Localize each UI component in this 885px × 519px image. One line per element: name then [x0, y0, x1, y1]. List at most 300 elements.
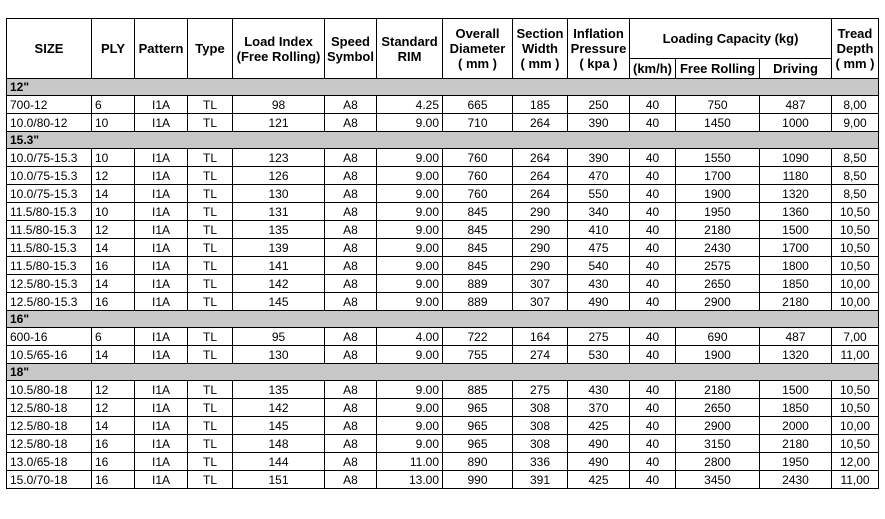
cell-lc-free-rolling: 1900 — [676, 346, 760, 364]
cell-section-width: 391 — [513, 471, 568, 489]
cell-inflation-pressure: 490 — [568, 293, 630, 311]
cell-speed-symbol: A8 — [325, 328, 377, 346]
cell-size: 12.5/80-15.3 — [7, 293, 92, 311]
header-lc-speed: (km/h) — [630, 59, 676, 79]
table-row — [7, 257, 879, 275]
cell-overall-diameter: 760 — [443, 149, 513, 167]
cell-lc-driving: 487 — [760, 328, 832, 346]
cell-tread-depth: 10,50 — [832, 435, 879, 453]
cell-lc-free-rolling: 2180 — [676, 221, 760, 239]
header-loading-capacity: Loading Capacity (kg) — [630, 19, 832, 59]
cell-inflation-pressure: 410 — [568, 221, 630, 239]
cell-lc-driving: 1090 — [760, 149, 832, 167]
cell-lc-speed: 40 — [630, 239, 676, 257]
section-label: 16" — [7, 311, 879, 328]
cell-size: 10.0/75-15.3 — [7, 167, 92, 185]
cell-type: TL — [188, 435, 233, 453]
header-section-width-unit: ( mm ) — [520, 56, 560, 71]
cell-lc-free-rolling: 690 — [676, 328, 760, 346]
cell-tread-depth: 10,50 — [832, 381, 879, 399]
header-overall-diameter — [443, 19, 513, 79]
header-tread-depth-line1: Tread — [837, 26, 873, 41]
cell-speed-symbol: A8 — [325, 435, 377, 453]
cell-tread-depth: 10,50 — [832, 257, 879, 275]
table-row — [7, 399, 879, 417]
cell-speed-symbol: A8 — [325, 149, 377, 167]
cell-size: 10.0/75-15.3 — [7, 185, 92, 203]
table-row — [7, 149, 879, 167]
header-load-index — [233, 19, 325, 79]
cell-lc-driving: 1950 — [760, 453, 832, 471]
cell-overall-diameter: 760 — [443, 167, 513, 185]
table-row — [7, 275, 879, 293]
cell-type: TL — [188, 257, 233, 275]
cell-ply: 6 — [92, 328, 135, 346]
cell-lc-speed: 40 — [630, 149, 676, 167]
cell-speed-symbol: A8 — [325, 96, 377, 114]
cell-ply: 14 — [92, 239, 135, 257]
cell-load-index: 144 — [233, 453, 325, 471]
header-load-index-line2: (Free Rolling) — [236, 48, 321, 64]
cell-tread-depth: 10,50 — [832, 239, 879, 257]
cell-speed-symbol: A8 — [325, 221, 377, 239]
cell-load-index: 145 — [233, 417, 325, 435]
cell-ply: 14 — [92, 185, 135, 203]
header-lc-driving: Driving — [760, 59, 832, 79]
cell-load-index: 130 — [233, 185, 325, 203]
cell-pattern: I1A — [135, 346, 188, 364]
table-row — [7, 185, 879, 203]
cell-lc-driving: 1850 — [760, 399, 832, 417]
cell-inflation-pressure: 540 — [568, 257, 630, 275]
cell-lc-driving: 1320 — [760, 185, 832, 203]
cell-section-width: 290 — [513, 239, 568, 257]
cell-type: TL — [188, 453, 233, 471]
header-overall-diameter-unit: ( mm ) — [458, 56, 497, 71]
cell-lc-free-rolling: 1950 — [676, 203, 760, 221]
header-standard-rim-line2: RIM — [397, 48, 422, 64]
header-tread-depth — [832, 19, 879, 79]
cell-ply: 10 — [92, 149, 135, 167]
cell-load-index: 151 — [233, 471, 325, 489]
cell-type: TL — [188, 167, 233, 185]
cell-section-width: 308 — [513, 435, 568, 453]
cell-lc-speed: 40 — [630, 328, 676, 346]
header-overall-diameter-line1: Overall — [455, 26, 500, 41]
cell-speed-symbol: A8 — [325, 381, 377, 399]
cell-overall-diameter: 965 — [443, 417, 513, 435]
header-tread-depth-unit: ( mm ) — [835, 56, 875, 71]
cell-size: 600-16 — [7, 328, 92, 346]
table-row — [7, 328, 879, 346]
cell-lc-driving: 1360 — [760, 203, 832, 221]
cell-tread-depth: 8,50 — [832, 149, 879, 167]
cell-standard-rim: 4.00 — [377, 328, 443, 346]
cell-section-width: 185 — [513, 96, 568, 114]
cell-pattern: I1A — [135, 453, 188, 471]
cell-tread-depth: 10,00 — [832, 417, 879, 435]
cell-inflation-pressure: 475 — [568, 239, 630, 257]
table-row — [7, 453, 879, 471]
header-pattern: Pattern — [135, 19, 188, 79]
cell-size: 10.5/65-16 — [7, 346, 92, 364]
cell-ply: 12 — [92, 399, 135, 417]
cell-inflation-pressure: 250 — [568, 96, 630, 114]
cell-ply: 14 — [92, 275, 135, 293]
cell-speed-symbol: A8 — [325, 167, 377, 185]
table-row — [7, 114, 879, 132]
cell-pattern: I1A — [135, 96, 188, 114]
cell-lc-free-rolling: 1700 — [676, 167, 760, 185]
cell-lc-driving: 1500 — [760, 381, 832, 399]
cell-lc-free-rolling: 2180 — [676, 381, 760, 399]
cell-lc-speed: 40 — [630, 96, 676, 114]
header-lc-free-rolling: Free Rolling — [676, 59, 760, 79]
cell-pattern: I1A — [135, 328, 188, 346]
header-inflation-pressure-line1: Inflation — [573, 26, 624, 41]
table-row — [7, 293, 879, 311]
cell-inflation-pressure: 530 — [568, 346, 630, 364]
cell-type: TL — [188, 293, 233, 311]
cell-standard-rim: 9.00 — [377, 435, 443, 453]
table-row — [7, 381, 879, 399]
cell-type: TL — [188, 328, 233, 346]
cell-tread-depth: 10,00 — [832, 275, 879, 293]
cell-ply: 14 — [92, 417, 135, 435]
section-header-row — [7, 132, 879, 149]
cell-size: 11.5/80-15.3 — [7, 203, 92, 221]
cell-section-width: 274 — [513, 346, 568, 364]
cell-lc-free-rolling: 3450 — [676, 471, 760, 489]
cell-standard-rim: 9.00 — [377, 167, 443, 185]
cell-size: 10.0/75-15.3 — [7, 149, 92, 167]
cell-pattern: I1A — [135, 381, 188, 399]
cell-standard-rim: 9.00 — [377, 185, 443, 203]
cell-lc-speed: 40 — [630, 185, 676, 203]
cell-tread-depth: 10,50 — [832, 399, 879, 417]
cell-lc-speed: 40 — [630, 435, 676, 453]
tire-spec-table — [6, 18, 879, 489]
cell-tread-depth: 10,50 — [832, 221, 879, 239]
cell-standard-rim: 9.00 — [377, 239, 443, 257]
header-overall-diameter-line2: Diameter — [449, 41, 506, 56]
table-row — [7, 435, 879, 453]
cell-inflation-pressure: 340 — [568, 203, 630, 221]
cell-section-width: 290 — [513, 257, 568, 275]
cell-tread-depth: 8,50 — [832, 167, 879, 185]
cell-ply: 16 — [92, 453, 135, 471]
cell-lc-speed: 40 — [630, 221, 676, 239]
table-row — [7, 96, 879, 114]
cell-speed-symbol: A8 — [325, 471, 377, 489]
cell-pattern: I1A — [135, 471, 188, 489]
cell-overall-diameter: 965 — [443, 435, 513, 453]
header-section-width-line2: Width — [522, 41, 558, 56]
cell-lc-driving: 1800 — [760, 257, 832, 275]
cell-load-index: 126 — [233, 167, 325, 185]
cell-lc-free-rolling: 1550 — [676, 149, 760, 167]
cell-overall-diameter: 890 — [443, 453, 513, 471]
cell-tread-depth: 10,50 — [832, 203, 879, 221]
cell-type: TL — [188, 149, 233, 167]
cell-load-index: 145 — [233, 293, 325, 311]
cell-pattern: I1A — [135, 239, 188, 257]
cell-standard-rim: 4.25 — [377, 96, 443, 114]
cell-load-index: 131 — [233, 203, 325, 221]
cell-section-width: 264 — [513, 149, 568, 167]
cell-size: 11.5/80-15.3 — [7, 239, 92, 257]
cell-standard-rim: 9.00 — [377, 346, 443, 364]
cell-lc-speed: 40 — [630, 275, 676, 293]
cell-lc-driving: 1180 — [760, 167, 832, 185]
cell-size: 13.0/65-18 — [7, 453, 92, 471]
table-row — [7, 203, 879, 221]
cell-lc-driving: 2180 — [760, 293, 832, 311]
cell-size: 12.5/80-18 — [7, 399, 92, 417]
header-inflation-pressure — [568, 19, 630, 79]
cell-inflation-pressure: 370 — [568, 399, 630, 417]
cell-section-width: 264 — [513, 167, 568, 185]
cell-standard-rim: 9.00 — [377, 221, 443, 239]
cell-speed-symbol: A8 — [325, 453, 377, 471]
header-type: Type — [188, 19, 233, 79]
table-row — [7, 221, 879, 239]
cell-size: 12.5/80-18 — [7, 435, 92, 453]
header-section-width-line1: Section — [516, 26, 564, 41]
cell-size: 11.5/80-15.3 — [7, 257, 92, 275]
cell-tread-depth: 11,00 — [832, 346, 879, 364]
cell-section-width: 264 — [513, 185, 568, 203]
cell-standard-rim: 13.00 — [377, 471, 443, 489]
cell-tread-depth: 8,50 — [832, 185, 879, 203]
cell-type: TL — [188, 185, 233, 203]
section-label: 18" — [7, 364, 879, 381]
cell-inflation-pressure: 390 — [568, 114, 630, 132]
cell-speed-symbol: A8 — [325, 239, 377, 257]
cell-tread-depth: 10,00 — [832, 293, 879, 311]
cell-type: TL — [188, 221, 233, 239]
cell-size: 10.5/80-18 — [7, 381, 92, 399]
cell-lc-speed: 40 — [630, 381, 676, 399]
cell-standard-rim: 11.00 — [377, 453, 443, 471]
cell-type: TL — [188, 114, 233, 132]
cell-section-width: 290 — [513, 221, 568, 239]
table-body — [7, 79, 879, 489]
cell-pattern: I1A — [135, 293, 188, 311]
cell-lc-free-rolling: 2900 — [676, 417, 760, 435]
cell-load-index: 148 — [233, 435, 325, 453]
cell-pattern: I1A — [135, 221, 188, 239]
cell-type: TL — [188, 346, 233, 364]
cell-ply: 12 — [92, 381, 135, 399]
cell-size: 11.5/80-15.3 — [7, 221, 92, 239]
cell-ply: 14 — [92, 346, 135, 364]
cell-section-width: 164 — [513, 328, 568, 346]
cell-lc-free-rolling: 2650 — [676, 275, 760, 293]
cell-pattern: I1A — [135, 435, 188, 453]
cell-type: TL — [188, 203, 233, 221]
cell-type: TL — [188, 417, 233, 435]
cell-pattern: I1A — [135, 114, 188, 132]
cell-section-width: 307 — [513, 275, 568, 293]
section-label: 15.3" — [7, 132, 879, 149]
cell-inflation-pressure: 470 — [568, 167, 630, 185]
cell-overall-diameter: 965 — [443, 399, 513, 417]
cell-pattern: I1A — [135, 399, 188, 417]
table-row — [7, 471, 879, 489]
cell-load-index: 95 — [233, 328, 325, 346]
cell-load-index: 98 — [233, 96, 325, 114]
cell-inflation-pressure: 490 — [568, 435, 630, 453]
cell-section-width: 307 — [513, 293, 568, 311]
cell-overall-diameter: 845 — [443, 239, 513, 257]
cell-speed-symbol: A8 — [325, 417, 377, 435]
cell-overall-diameter: 710 — [443, 114, 513, 132]
cell-pattern: I1A — [135, 257, 188, 275]
cell-pattern: I1A — [135, 149, 188, 167]
cell-standard-rim: 9.00 — [377, 293, 443, 311]
cell-lc-speed: 40 — [630, 346, 676, 364]
header-tread-depth-line2: Depth — [836, 41, 874, 56]
cell-section-width: 290 — [513, 203, 568, 221]
cell-inflation-pressure: 490 — [568, 453, 630, 471]
cell-lc-speed: 40 — [630, 417, 676, 435]
cell-inflation-pressure: 275 — [568, 328, 630, 346]
cell-standard-rim: 9.00 — [377, 149, 443, 167]
cell-speed-symbol: A8 — [325, 185, 377, 203]
header-standard-rim — [377, 19, 443, 79]
cell-inflation-pressure: 430 — [568, 275, 630, 293]
cell-lc-free-rolling: 2650 — [676, 399, 760, 417]
cell-lc-free-rolling: 750 — [676, 96, 760, 114]
cell-lc-driving: 2180 — [760, 435, 832, 453]
table-row — [7, 167, 879, 185]
cell-section-width: 264 — [513, 114, 568, 132]
cell-lc-speed: 40 — [630, 453, 676, 471]
cell-type: TL — [188, 239, 233, 257]
table-row — [7, 417, 879, 435]
cell-speed-symbol: A8 — [325, 203, 377, 221]
cell-type: TL — [188, 381, 233, 399]
cell-standard-rim: 9.00 — [377, 203, 443, 221]
cell-standard-rim: 9.00 — [377, 399, 443, 417]
cell-speed-symbol: A8 — [325, 257, 377, 275]
cell-overall-diameter: 889 — [443, 293, 513, 311]
cell-lc-driving: 1320 — [760, 346, 832, 364]
table-header — [7, 19, 879, 79]
cell-section-width: 308 — [513, 399, 568, 417]
header-inflation-pressure-unit: ( kpa ) — [579, 56, 618, 71]
cell-size: 10.0/80-12 — [7, 114, 92, 132]
cell-pattern: I1A — [135, 203, 188, 221]
section-header-row — [7, 364, 879, 381]
header-load-index-line1: Load Index — [244, 33, 313, 49]
cell-lc-driving: 1850 — [760, 275, 832, 293]
cell-lc-free-rolling: 2430 — [676, 239, 760, 257]
cell-overall-diameter: 722 — [443, 328, 513, 346]
cell-tread-depth: 11,00 — [832, 471, 879, 489]
cell-tread-depth: 9,00 — [832, 114, 879, 132]
cell-overall-diameter: 845 — [443, 221, 513, 239]
header-ply: PLY — [92, 19, 135, 79]
header-size: SIZE — [7, 19, 92, 79]
cell-load-index: 135 — [233, 381, 325, 399]
cell-overall-diameter: 889 — [443, 275, 513, 293]
cell-load-index: 139 — [233, 239, 325, 257]
cell-pattern: I1A — [135, 275, 188, 293]
cell-inflation-pressure: 425 — [568, 471, 630, 489]
section-header-row — [7, 79, 879, 96]
cell-lc-speed: 40 — [630, 293, 676, 311]
cell-speed-symbol: A8 — [325, 399, 377, 417]
cell-ply: 16 — [92, 471, 135, 489]
cell-load-index: 123 — [233, 149, 325, 167]
cell-section-width: 275 — [513, 381, 568, 399]
cell-standard-rim: 9.00 — [377, 275, 443, 293]
cell-speed-symbol: A8 — [325, 346, 377, 364]
cell-lc-speed: 40 — [630, 399, 676, 417]
section-label: 12" — [7, 79, 879, 96]
cell-section-width: 308 — [513, 417, 568, 435]
cell-overall-diameter: 665 — [443, 96, 513, 114]
cell-ply: 16 — [92, 257, 135, 275]
cell-lc-driving: 2000 — [760, 417, 832, 435]
cell-size: 12.5/80-18 — [7, 417, 92, 435]
cell-lc-free-rolling: 2900 — [676, 293, 760, 311]
cell-pattern: I1A — [135, 185, 188, 203]
header-speed-symbol-line1: Speed — [330, 33, 370, 49]
cell-pattern: I1A — [135, 417, 188, 435]
cell-lc-free-rolling: 1450 — [676, 114, 760, 132]
cell-overall-diameter: 990 — [443, 471, 513, 489]
section-header-row — [7, 311, 879, 328]
cell-load-index: 130 — [233, 346, 325, 364]
cell-overall-diameter: 760 — [443, 185, 513, 203]
cell-type: TL — [188, 471, 233, 489]
header-speed-symbol-line2: Symbol — [327, 48, 374, 64]
cell-lc-driving: 1700 — [760, 239, 832, 257]
header-speed-symbol — [325, 19, 377, 79]
cell-tread-depth: 12,00 — [832, 453, 879, 471]
cell-overall-diameter: 845 — [443, 257, 513, 275]
cell-pattern: I1A — [135, 167, 188, 185]
cell-ply: 10 — [92, 203, 135, 221]
cell-inflation-pressure: 425 — [568, 417, 630, 435]
cell-type: TL — [188, 96, 233, 114]
cell-load-index: 142 — [233, 399, 325, 417]
header-inflation-pressure-line2: Pressure — [570, 41, 627, 56]
cell-standard-rim: 9.00 — [377, 381, 443, 399]
header-section-width — [513, 19, 568, 79]
cell-ply: 10 — [92, 114, 135, 132]
cell-lc-free-rolling: 1900 — [676, 185, 760, 203]
cell-lc-speed: 40 — [630, 203, 676, 221]
cell-speed-symbol: A8 — [325, 275, 377, 293]
cell-lc-driving: 2430 — [760, 471, 832, 489]
table-row — [7, 346, 879, 364]
cell-tread-depth: 7,00 — [832, 328, 879, 346]
cell-lc-speed: 40 — [630, 257, 676, 275]
cell-load-index: 142 — [233, 275, 325, 293]
cell-standard-rim: 9.00 — [377, 257, 443, 275]
cell-lc-driving: 1000 — [760, 114, 832, 132]
cell-size: 15.0/70-18 — [7, 471, 92, 489]
cell-tread-depth: 8,00 — [832, 96, 879, 114]
cell-ply: 6 — [92, 96, 135, 114]
cell-lc-speed: 40 — [630, 471, 676, 489]
cell-lc-driving: 1500 — [760, 221, 832, 239]
cell-lc-free-rolling: 2800 — [676, 453, 760, 471]
